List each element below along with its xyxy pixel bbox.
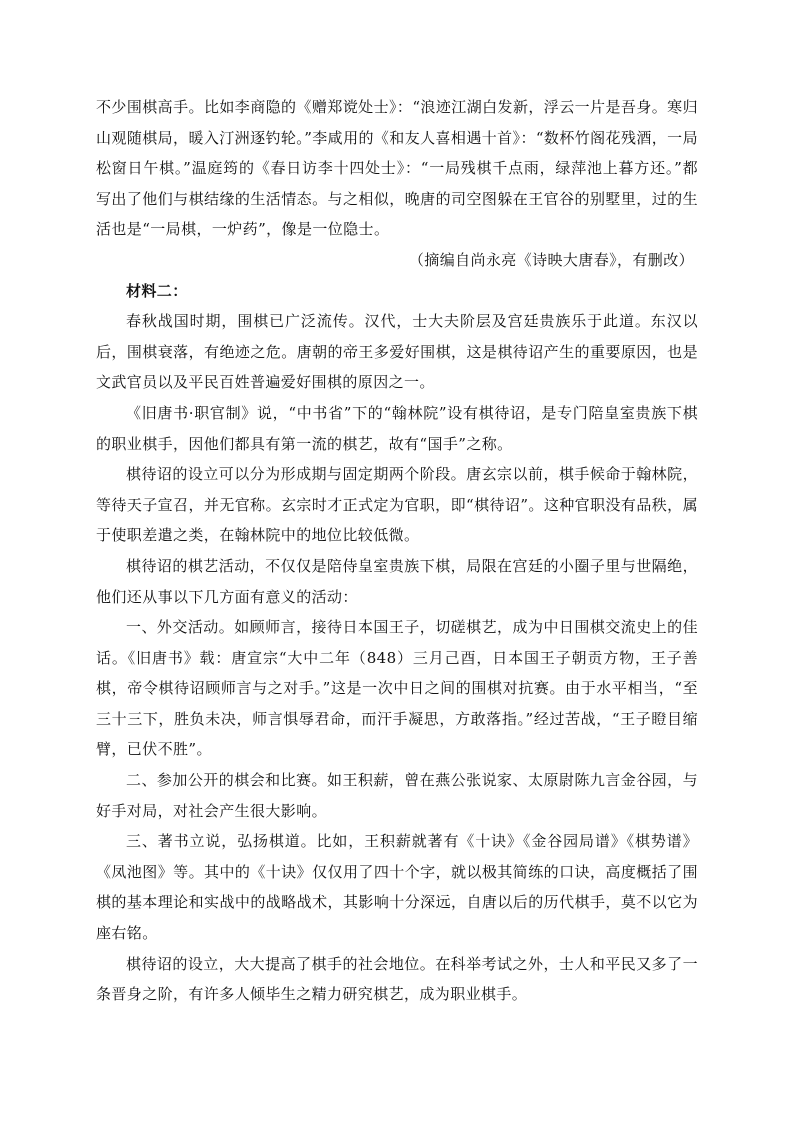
paragraph-activities-intro: 棋待诏的棋艺活动，不仅仅是陪侍皇室贵族下棋，局限在宫廷的小圈子里与世隔绝，他们还从事以下几方面有意义的活动：: [96, 556, 698, 606]
paragraph-official-record: 《旧唐书·职官制》说，“中书省”下的“翰林院”设有棋待诏，是专门陪皇室贵族下棋的职业棋手，因他们都具有第一流的棋艺，故有“国手”之称。: [96, 403, 698, 453]
source-citation: （摘编自尚永亮《诗映大唐春》，有删改）: [408, 250, 694, 269]
paragraph-writings: 三、著书立说，弘扬棋道。比如，王积薪就著有《十诀》《金谷园局谱》《棋势谱》《凤池图》等。其中的《十诀》仅仅用了四十个字，就以极其简练的口诀，高度概括了围棋的基本理论和实战中的战略战术，其影响十分深远，自唐以后的历代棋手，莫不以它为座右铭。: [96, 832, 698, 943]
paragraph-diplomacy: 一、外交活动。如顾师言，接待日本国王子，切磋棋艺，成为中日围棋交流史上的佳话。《旧唐书》载：唐宣宗“大中二年（848）三月己酉，日本国王子朝贡方物，王子善棋，帝令棋待诏顾师言与之对手。”这是一次中日之间的围棋对抗赛。由于水平相当，“至三十三下，胜负未决，师言惧辱君命，而汗手凝思，方敢落指。”经过苦战，“王子瞪目缩臂，已伏不胜”。: [96, 618, 698, 759]
paragraph-public-matches: 二、参加公开的棋会和比赛。如王积薪，曾在燕公张说家、太原尉陈九言金谷园，与好手对局，对社会产生很大影响。: [96, 771, 698, 820]
paragraph-social-status: 棋待诏的设立，大大提高了棋手的社会地位。在科举考试之外，士人和平民又多了一条晋身之阶，有许多人倾毕生之精力研究棋艺，成为职业棋手。: [96, 954, 698, 1004]
section-heading-material-two: 材料二：: [126, 281, 188, 300]
paragraph-history: 春秋战国时期，围棋已广泛流传。汉代，士大夫阶层及宫廷贵族乐于此道。东汉以后，围棋衰落，有绝迹之危。唐朝的帝王多爱好围棋，这是棋待诏产生的重要原因，也是文武官员以及平民百姓普遍爱好围棋的原因之一。: [96, 312, 698, 392]
paragraph-material-one-tail: 不少围棋高手。比如李商隐的《赠郑谠处士》：“浪迹江湖白发新，浮云一片是吾身。寒归山观随棋局，暖入汀洲逐钓轮。”李咸用的《和友人喜相遇十首》：“数杯竹阁花残酒，一局松窗日午棋。”温庭筠的《春日访李十四处士》：“一局残棋千点雨，绿萍池上暮方还。”都写出了他们与棋结缘的生活情态。与之相似，晚唐的司空图躲在王官谷的别墅里，过的生活也是“一局棋，一炉药”，像是一位隐士。: [96, 98, 698, 239]
paragraph-stages: 棋待诏的设立可以分为形成期与固定期两个阶段。唐玄宗以前，棋手候命于翰林院，等待天子宣召，并无官称。玄宗时才正式定为官职，即“棋待诏”。这种官职没有品秩，属于使职差遣之类，在翰林院中的地位比较低微。: [96, 465, 698, 545]
